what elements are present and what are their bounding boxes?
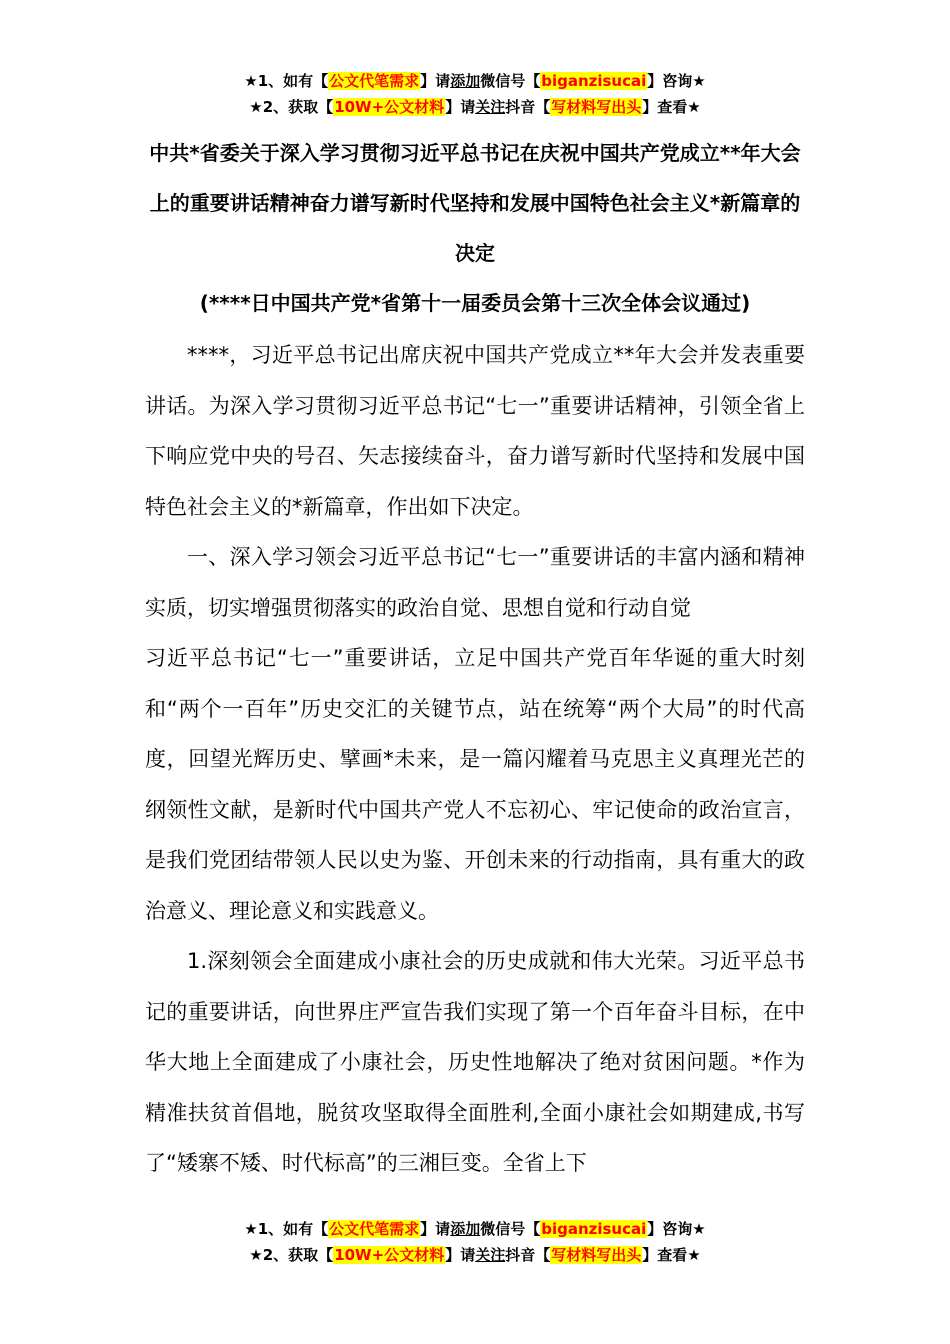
- banner-highlight: 公文代笔需求: [329, 1220, 420, 1238]
- banner-text: 】请: [445, 98, 476, 116]
- banner-highlight: 10W+公文材料: [334, 1246, 445, 1264]
- banner-text: 】咨询★: [647, 1220, 706, 1238]
- paragraph: ****，习近平总书记出席庆祝中国共产党成立**年大会并发表重要讲话。为深入学习贯彻习近平总书记“七一”重要讲话精神，引领全省上下响应党中央的号召、矢志接续奋斗，奋力谱写新时代坚持和发展中国特色社会主义的*新篇章，作出如下决定。: [145, 343, 805, 519]
- paragraph: 一、深入学习领会习近平总书记“七一”重要讲话的丰富内涵和精神实质，切实增强贯彻落实的政治自觉、思想自觉和行动自觉: [145, 545, 805, 620]
- banner-underline: 添加: [450, 1220, 481, 1238]
- banner-text: ★2、获取【: [249, 98, 334, 116]
- paragraph: 习近平总书记“七一”重要讲话，立足中国共产党百年华诞的重大时刻和“两个一百年”历史交汇的关键节点，站在统筹“两个大局”的时代高度，回望光辉历史、擘画*未来，是一篇闪耀着马克思主义真理光芒的纲领性文献，是新时代中国共产党人不忘初心、牢记使命的政治宣言，是我们党团结带领人民以史为鉴、开创未来的行动指南，具有重大的政治意义、理论意义和实践意义。: [145, 646, 805, 923]
- paragraph: 1.深刻领会全面建成小康社会的历史成就和伟大光荣。习近平总书记的重要讲话，向世界庄严宣告我们实现了第一个百年奋斗目标，在中华大地上全面建成了小康社会，历史性地解决了绝对贫困问题。*作为精准扶贫首倡地，脱贫攻坚取得全面胜利,全面小康社会如期建成,书写了“矮寨不矮、时代标高”的三湘巨变。全省上下: [145, 949, 805, 1175]
- banner-text: 】请: [445, 1246, 476, 1264]
- banner-text: 抖音【: [505, 98, 551, 116]
- banner-line-2: [0, 1242, 950, 1268]
- banner-text: 微信号【: [480, 1220, 541, 1238]
- banner-text: 】咨询★: [647, 72, 706, 90]
- banner-text: 】请: [420, 72, 451, 90]
- banner-bottom: [0, 1216, 950, 1268]
- banner-highlight: biganzisucai: [541, 72, 647, 90]
- banner-text: ★2、获取【: [249, 1246, 334, 1264]
- banner-highlight: 公文代笔需求: [329, 72, 420, 90]
- banner-text: ★1、如有【: [244, 1220, 329, 1238]
- document-title: 中共*省委关于深入学习贯彻习近平总书记在庆祝中国共产党成立**年大会上的重要讲话精神奋力谱写新时代坚持和发展中国特色社会主义*新篇章的决定: [149, 141, 801, 265]
- banner-text: ★1、如有【: [244, 72, 329, 90]
- banner-underline: 添加: [450, 72, 481, 90]
- banner-line-2: [0, 94, 950, 120]
- banner-line-1: [0, 68, 950, 94]
- banner-highlight: 写材料写出头: [551, 98, 642, 116]
- document-subtitle: (****日中国共产党*省第十一届委员会第十三次全体会议通过): [199, 291, 751, 315]
- banner-text: 】查看★: [642, 98, 701, 116]
- banner-text: 微信号【: [480, 72, 541, 90]
- banner-top: [0, 68, 950, 120]
- banner-highlight: 写材料写出头: [551, 1246, 642, 1264]
- banner-text: 】查看★: [642, 1246, 701, 1264]
- banner-text: 】请: [420, 1220, 451, 1238]
- banner-text: 抖音【: [505, 1246, 551, 1264]
- banner-underline: 关注: [475, 1246, 506, 1264]
- banner-line-1: [0, 1216, 950, 1242]
- banner-underline: 关注: [475, 98, 506, 116]
- banner-highlight: 10W+公文材料: [334, 98, 445, 116]
- document-body: [145, 330, 805, 1189]
- banner-highlight: biganzisucai: [541, 1220, 647, 1238]
